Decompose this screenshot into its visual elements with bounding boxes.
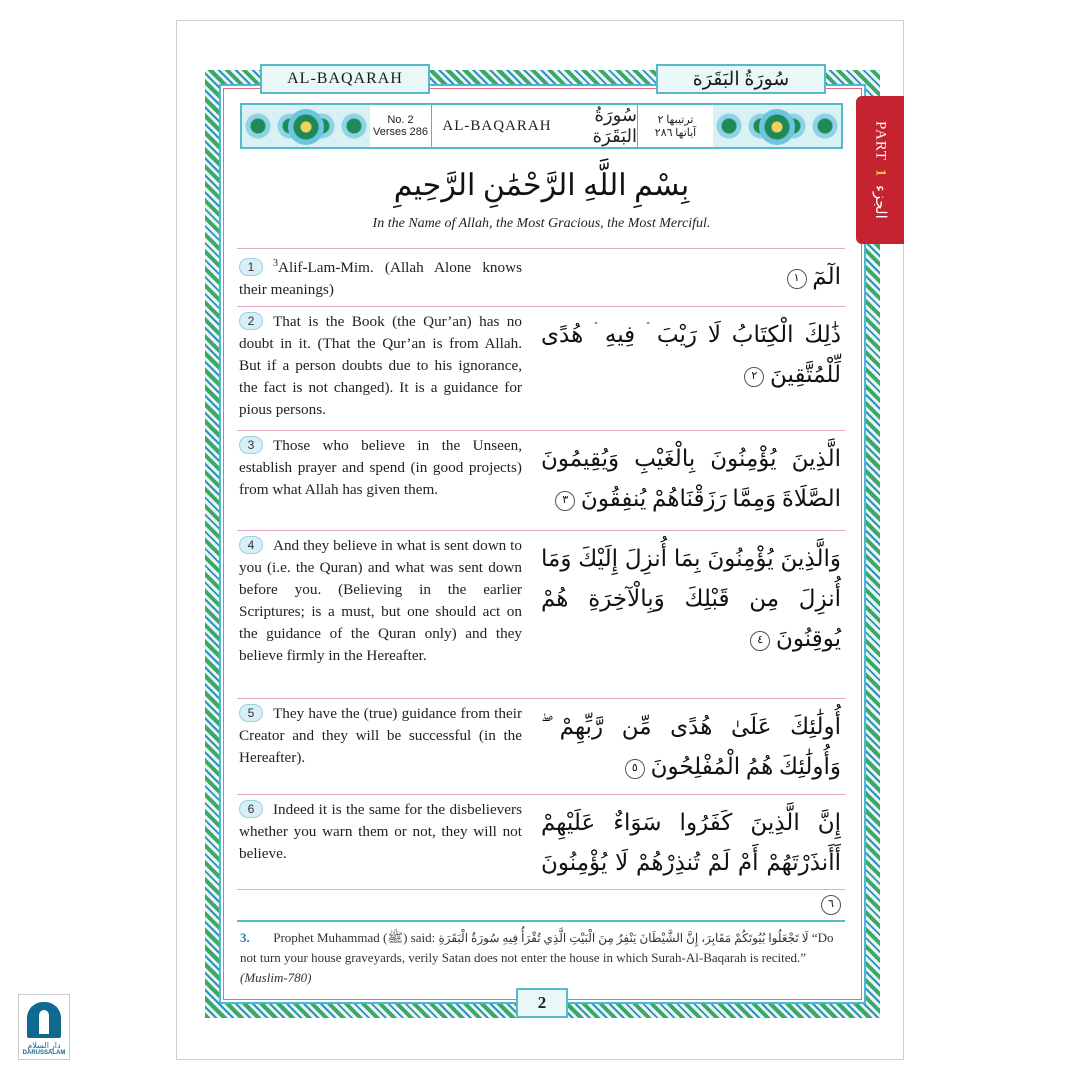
ornament-right: [713, 105, 841, 147]
surah-header: [240, 103, 843, 149]
part-label-ar: الجزء: [872, 185, 888, 220]
surah-verses-ar: آياتها ٢٨٦: [654, 127, 697, 139]
verse-english: They have the (true) guidance from their Creator and they will be successful (in the Hereafter).: [239, 705, 522, 766]
surah-number: No. 2: [387, 114, 414, 126]
verse-arabic-block: [541, 803, 841, 923]
verse-arabic-block: [541, 257, 841, 297]
footnote-number: 3.: [240, 930, 250, 945]
footnote-arabic: لَا تَجْعَلُوا بُيُوتَكُمْ مَقَابِرَ، إِنَّ الشَّيْطَانَ يَنْفِرُ مِنَ الْبَيْتِ الَّذِي تُقْرَأُ فِيهِ سُورَةُ الْبَقَرَةِ: [438, 931, 809, 945]
darussalam-logo-icon: [27, 1002, 61, 1038]
verse-english: Indeed it is the same for the disbelievers whether you warn them or not, they will not believe.: [239, 801, 522, 862]
verse-row: [237, 530, 845, 698]
verse-number: 4: [239, 536, 263, 554]
verse-arabic-block: [541, 315, 841, 395]
ayah-end-marker: ٣: [555, 491, 575, 511]
verse-row: [237, 430, 845, 530]
ayah-end-marker: ٦: [821, 895, 841, 915]
bismillah-english: In the Name of Allah, the Most Gracious, the Most Merciful.: [372, 216, 711, 231]
part-number: 1: [872, 168, 889, 178]
verse-arabic-block: [541, 539, 841, 659]
verse-number: 5: [239, 704, 263, 722]
verse-english: That is the Book (the Qur’an) has no doubt in it. (That the Qur’an is from Allah. But if a person doubts due to his ignorance, the fact is not changed). It is a guidance for pious persons.: [239, 313, 522, 418]
verse-arabic: ذَٰلِكَ الْكِتَابُ لَا رَيْبَ ۛ فِيهِ ۛ هُدًى لِّلْمُتَّقِينَ: [541, 322, 841, 387]
verse-arabic: أُولَٰئِكَ عَلَىٰ هُدًى مِّن رَّبِّهِمْ ۖ وَأُولَٰئِكَ هُمُ الْمُفْلِحُونَ: [541, 714, 841, 779]
bismillah-arabic: بِسْمِ اللَّهِ الرَّحْمَٰنِ الرَّحِيمِ: [393, 169, 690, 202]
part-label: PART: [872, 120, 889, 161]
verse-english: Alif-Lam-Mim. (Allah Alone knows their meanings): [239, 259, 522, 298]
ayah-end-marker: ٢: [744, 367, 764, 387]
surah-info-en: [370, 105, 432, 147]
verse-number: 2: [239, 312, 263, 330]
footnote-source: (Muslim-780): [240, 970, 312, 985]
verse-arabic: وَالَّذِينَ يُؤْمِنُونَ بِمَا أُنزِلَ إِلَيْكَ وَمَا أُنزِلَ مِن قَبْلِكَ وَبِالْآخِرَةِ هُمْ يُوقِنُونَ: [541, 546, 841, 651]
page-number: 2: [516, 988, 568, 1018]
verse-translation: [239, 311, 522, 421]
footnote-ref[interactable]: 3: [273, 258, 278, 269]
part-tab[interactable]: [856, 96, 904, 244]
verse-arabic: إِنَّ الَّذِينَ كَفَرُوا سَوَاءٌ عَلَيْهِمْ أَأَنذَرْتَهُمْ أَمْ لَمْ تُنذِرْهُمْ لَا يُؤْمِنُونَ: [541, 810, 841, 875]
verse-number: 1: [239, 258, 263, 276]
footnote-divider: [237, 920, 845, 922]
verse-translation: [239, 535, 522, 667]
publisher-logo: [18, 994, 70, 1060]
ayah-end-marker: ١: [787, 269, 807, 289]
verse-translation: [239, 435, 522, 501]
publisher-name-en: DARUSSALAM: [22, 1050, 66, 1056]
surah-verse-count: Verses 286: [372, 126, 429, 138]
verse-arabic: الٓمٓ: [812, 264, 841, 289]
verse-arabic: الَّذِينَ يُؤْمِنُونَ بِالْغَيْبِ وَيُقِيمُونَ الصَّلَاةَ وَمِمَّا رَزَقْنَاهُمْ يُنفِقُونَ: [541, 446, 841, 511]
verse-translation: [239, 703, 522, 769]
verse-number: 6: [239, 800, 263, 818]
verse-translation: [239, 253, 522, 301]
running-title-en: AL-BAQARAH: [260, 64, 430, 94]
verse-row: [237, 794, 845, 910]
verse-row: [237, 248, 845, 306]
verse-number: 3: [239, 436, 263, 454]
surah-order-ar: ترتيبها ٢: [657, 114, 694, 126]
ornament-left: [242, 105, 370, 147]
footnote-intro: Prophet Muhammad (ﷺ) said:: [273, 930, 436, 945]
verse-row: [237, 306, 845, 430]
surah-info-ar: [637, 105, 713, 147]
verse-english: Those who believe in the Unseen, establish prayer and spend (in good projects) from what Allah has given them.: [239, 437, 522, 498]
footnote-text: “Do not turn your house graveyards, verily Satan does not enter the house in which Surah-Al-Baqarah is recited.”: [240, 930, 834, 965]
ayah-end-marker: ٤: [750, 631, 770, 651]
verse-arabic-block: [541, 439, 841, 519]
publisher-name-ar: دار السلام: [27, 1041, 61, 1050]
footnote: [240, 928, 842, 988]
verse-arabic-block: [541, 707, 841, 787]
verse-english: And they believe in what is sent down to you (i.e. the Quran) and what was sent down before you. (Believing in the earlier Scriptures; is a must, but one should act on the guidance of the Quran only) and they believe firmly in the Hereafter.: [239, 537, 522, 664]
surah-title-ar: سُورَةُ البَقَرَة: [592, 105, 637, 146]
ayah-end-marker: ٥: [625, 759, 645, 779]
verse-translation: [239, 799, 522, 865]
surah-title-en: AL-BAQARAH: [442, 117, 552, 134]
running-title-ar: سُورَةُ البَقَرَة: [656, 64, 826, 94]
verse-row: [237, 698, 845, 794]
